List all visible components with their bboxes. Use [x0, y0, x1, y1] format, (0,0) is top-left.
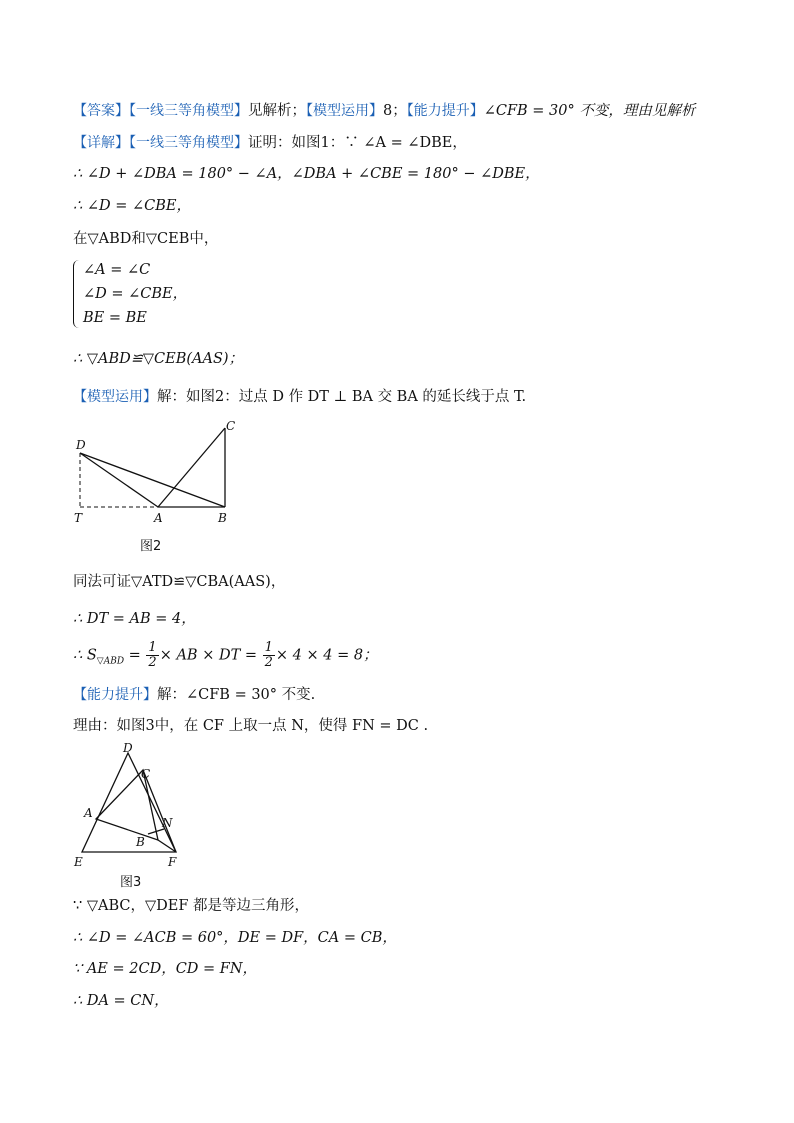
label-t: T: [74, 511, 83, 525]
fraction-2: [263, 641, 275, 670]
reason-line: 理由：如图3中，在 CF 上取一点 N，使得 FN = DC .: [73, 718, 429, 734]
fraction-2-den: 2: [264, 655, 273, 670]
answer-text-3: ∠CFB = 30° 不变，理由见解析: [483, 103, 696, 119]
triangle-def: [82, 753, 176, 852]
application-tag: 【模型运用】: [306, 103, 383, 119]
answer-text-2: 8；: [383, 103, 407, 119]
equation-system: [73, 258, 187, 330]
area-subscript: ▽ABD: [96, 656, 125, 667]
proof-line-15: ∵ AE = 2CD，CD = FN，: [73, 961, 258, 977]
application-line: [73, 387, 526, 407]
figure-3: [70, 740, 200, 890]
label-f: F: [168, 855, 177, 869]
fraction-1-den: 2: [148, 655, 157, 670]
label-c: C: [226, 419, 236, 433]
ability-text: 解：∠CFB = 30° 不变.: [157, 687, 316, 703]
fraction-2-num: 1: [264, 640, 273, 655]
model-tag: 【一线三等角模型】: [129, 103, 248, 119]
label-a: A: [154, 511, 163, 525]
system-row-1: ∠A = ∠C: [83, 262, 151, 278]
proof-line-13: ∵ ▽ABC，▽DEF 都是等边三角形，: [73, 898, 310, 914]
detail-tag: 【详解】: [73, 135, 129, 151]
proof-line-3: ∴ ∠D + ∠DBA = 180° − ∠A，∠DBA + ∠CBE = 180° − ∠DBE，: [73, 166, 540, 182]
detail-line: [73, 133, 467, 153]
brace: [73, 260, 81, 328]
area-formula: [73, 641, 378, 671]
proof-line-14: ∴ ∠D = ∠ACB = 60°，DE = DF，CA = CB，: [73, 930, 397, 946]
proof-line-16: ∴ DA = CN，: [73, 993, 169, 1009]
area-prefix: ∴ S: [73, 647, 97, 664]
proof-line-4: ∴ ∠D = ∠CBE，: [73, 198, 191, 214]
application-text: 解：如图2：过点 D 作 DT ⊥ BA 交 BA 的延长线于点 T.: [157, 389, 527, 405]
figure-2-caption: 图2: [140, 539, 162, 554]
proof-line-8: 同法可证▽ATD≌▽CBA(AAS)，: [73, 574, 286, 590]
ability-tag-2: 【能力提升】: [73, 687, 157, 703]
fraction-1: [146, 641, 158, 670]
answer-text-1: 见解析；: [248, 103, 306, 119]
figure-2: [70, 418, 250, 558]
system-row-3: BE = BE: [83, 310, 147, 326]
ability-tag: 【能力提升】: [406, 103, 484, 119]
proof-line-9: ∴ DT = AB = 4，: [73, 611, 196, 627]
segment-cf: [143, 770, 176, 852]
area-mid: × AB × DT =: [159, 647, 262, 664]
area-equals: =: [124, 647, 146, 664]
label-a: A: [84, 806, 93, 820]
proof-line-5: 在▽ABD和▽CEB中，: [73, 231, 219, 247]
segment-db: [80, 453, 225, 507]
ability-line: [73, 685, 315, 705]
detail-model-tag: 【一线三等角模型】: [129, 135, 248, 151]
figure-3-caption: 图3: [120, 875, 142, 890]
label-d: D: [76, 438, 86, 452]
area-end: × 4 × 4 = 8；: [275, 647, 378, 664]
label-e: E: [74, 855, 83, 869]
label-b: B: [136, 835, 145, 849]
label-d: D: [123, 741, 133, 755]
fraction-1-num: 1: [148, 640, 157, 655]
label-c: C: [141, 767, 151, 781]
label-n: N: [162, 816, 173, 830]
system-row-2: ∠D = ∠CBE，: [83, 286, 188, 302]
detail-text: 证明：如图1：∵ ∠A = ∠DBE，: [248, 135, 467, 151]
proof-line-6: ∴ ▽ABD≌▽CEB(AAS)；: [73, 351, 244, 367]
answer-tag: 【答案】: [73, 103, 129, 119]
segment-da: [80, 453, 158, 507]
answer-line: [73, 101, 695, 121]
label-b: B: [218, 511, 227, 525]
application-tag-2: 【模型运用】: [73, 389, 157, 405]
